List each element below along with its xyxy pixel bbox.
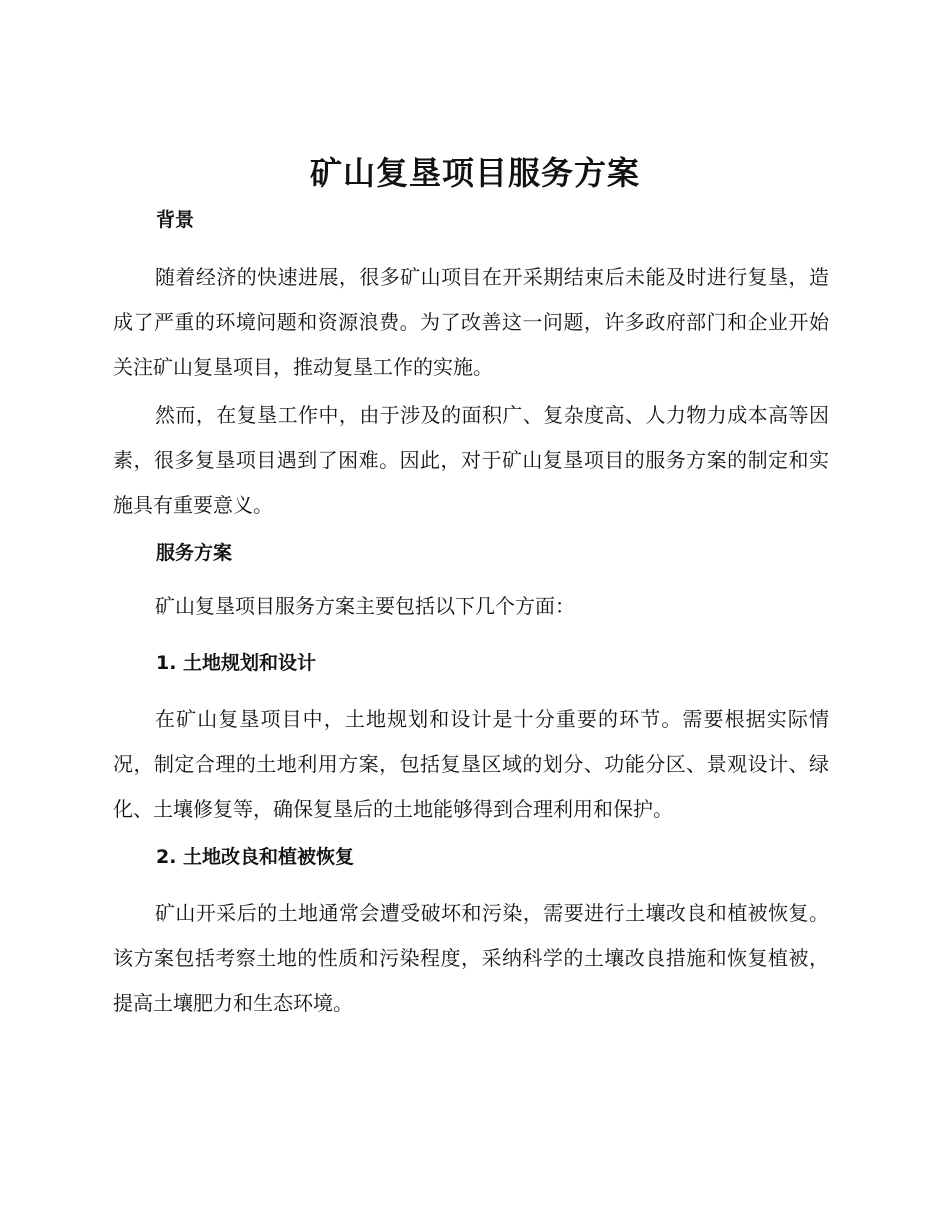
section-heading-land-improvement: 2. 土地改良和植被恢复 [156,846,355,868]
paragraph-land-improvement: 矿山开采后的土地通常会遭受破坏和污染，需要进行土壤改良和植被恢复。该方案包括考察土地的性质和污染程度，采纳科学的土壤改良措施和恢复植被，提高土壤肥力和生态环境。 [113,901,829,1015]
paragraph-land-planning: 在矿山复垦项目中，土地规划和设计是十分重要的环节。需要根据实际情况，制定合理的土地利用方案，包括复垦区域的划分、功能分区、景观设计、绿化、土壤修复等，确保复垦后的土地能够得到合理利用和保护。 [113,707,829,821]
paragraph-service-plan-intro: 矿山复垦项目服务方案主要包括以下几个方面： [155,594,575,618]
paragraph-background-2: 然而，在复垦工作中，由于涉及的面积广、复杂度高、人力物力成本高等因素，很多复垦项目遇到了困难。因此，对于矿山复垦项目的服务方案的制定和实施具有重要意义。 [113,403,829,517]
section-heading-land-planning: 1. 土地规划和设计 [156,652,317,674]
section-heading-background: 背景 [156,209,195,231]
document-title: 矿山复垦项目服务方案 [309,154,640,192]
section-heading-service-plan: 服务方案 [156,542,233,564]
paragraph-background-1: 随着经济的快速进展，很多矿山项目在开采期结束后未能及时进行复垦，造成了严重的环境问题和资源浪费。为了改善这一问题，许多政府部门和企业开始关注矿山复垦项目，推动复垦工作的实施。 [113,265,829,379]
